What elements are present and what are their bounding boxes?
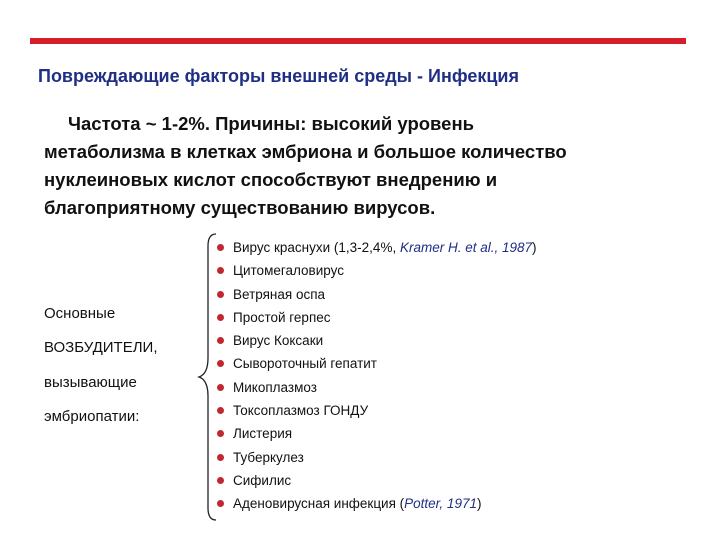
bullet-icon	[217, 430, 224, 437]
bullet-icon	[217, 384, 224, 391]
list-item: Микоплазмоз	[216, 376, 537, 399]
bullet-icon	[217, 454, 224, 461]
list-item: Сывороточный гепатит	[216, 352, 537, 375]
list-item: Вирус Коксаки	[216, 329, 537, 352]
list-item: Туберкулез	[216, 446, 537, 469]
citation: Potter, 1971	[404, 496, 477, 512]
paragraph-line: благоприятному существованию вирусов.	[44, 197, 436, 218]
list-item: Аденовирусная инфекция (Potter, 1971)	[216, 492, 537, 515]
pathogen-list	[216, 236, 537, 516]
list-item: Листерия	[216, 422, 537, 445]
list-item: Простой герпес	[216, 306, 537, 329]
bullet-icon	[217, 314, 224, 321]
bullet-icon	[217, 500, 224, 507]
bullet-icon	[217, 244, 224, 251]
left-label-line: эмбриопатии:	[44, 408, 140, 425]
top-red-rule	[30, 38, 686, 44]
intro-paragraph	[44, 110, 684, 222]
bullet-icon	[217, 267, 224, 274]
citation: Kramer H. et al., 1987	[399, 240, 533, 255]
bullet-icon	[217, 360, 224, 367]
paragraph-line: метаболизма в клетках эмбриона и большое количество	[44, 141, 567, 162]
bullet-icon	[217, 407, 224, 414]
bullet-icon	[217, 477, 224, 484]
left-label-line: ВОЗБУДИТЕЛИ,	[44, 339, 158, 356]
bullet-icon	[217, 337, 224, 344]
curly-brace	[196, 232, 218, 522]
list-item: Токсоплазмоз ГОНДУ	[216, 399, 537, 422]
paragraph-line: нуклеиновых кислот способствуют внедрению и	[44, 169, 498, 190]
list-item: Сифилис	[216, 469, 537, 492]
left-label-line: Основные	[44, 305, 116, 322]
slide-title: Повреждающие факторы внешней среды - Инфекция	[38, 66, 519, 86]
list-item: Вирус краснухи (1,3-2,4%, Kramer H. et al., 1987)	[216, 236, 537, 259]
paragraph-line: Частота ~ 1-2%. Причины: высокий уровень	[68, 113, 475, 134]
bullet-icon	[217, 291, 224, 298]
left-label-line: вызывающие	[44, 374, 137, 391]
list-item: Цитомегаловирус	[216, 259, 537, 282]
list-item: Ветряная оспа	[216, 283, 537, 306]
